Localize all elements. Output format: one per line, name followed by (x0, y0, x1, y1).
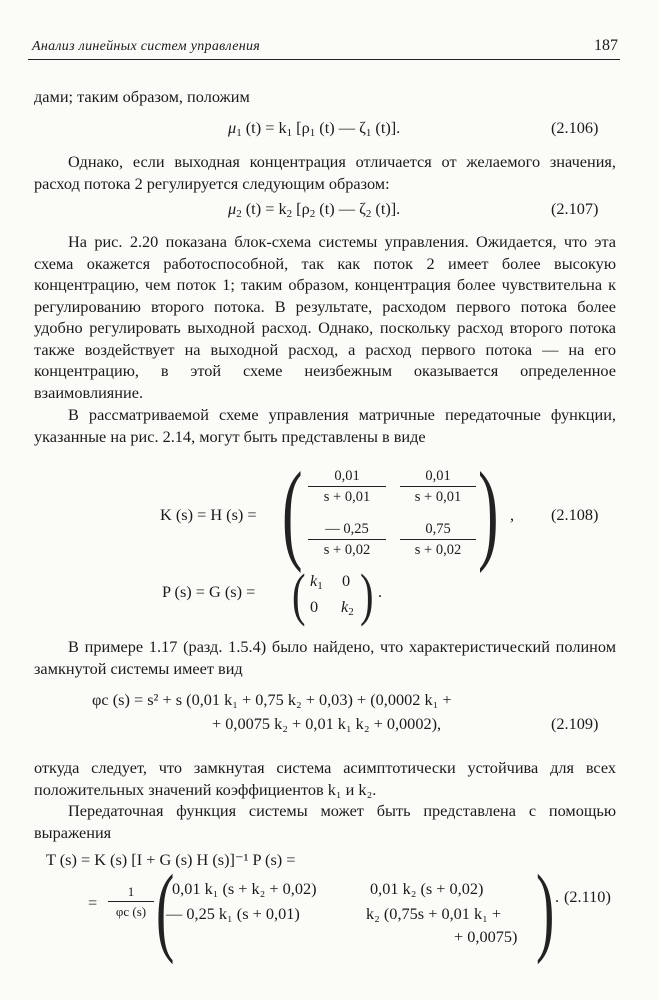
eq108-right-paren: ) (478, 450, 499, 574)
eq108-m21-den: s + 0,02 (308, 539, 386, 559)
eq110-frac (108, 884, 154, 920)
eq107-rest2: (t) — ζ (315, 199, 366, 218)
eq110-equals: = (88, 893, 98, 912)
paragraph-1: дами; таким образом, положим (34, 87, 250, 106)
eq106-mu: μ (228, 118, 237, 137)
eq110-frac-den: φc (s) (108, 901, 154, 920)
eq107-mu: μ (228, 199, 237, 218)
eq106-body: (t) = k (241, 118, 287, 137)
eq108-m21-num: — 0,25 (325, 521, 369, 537)
eq106-sub3: 1 (309, 127, 316, 139)
eq110-left-paren: ( (156, 854, 175, 965)
eq108-m11 (308, 468, 386, 506)
eq108-m22-den: s + 0,02 (400, 539, 476, 559)
running-head (28, 35, 620, 60)
eq110-c22b: + 0,0075) (454, 927, 518, 946)
equation-2-106 (228, 118, 400, 139)
paragraph-2: Однако, если выходная концентрация отличается от желаемого значения, расход потока 2 регулируется следующим образом: (34, 152, 616, 193)
equation-2-107 (228, 199, 400, 220)
eq110-c22a: k₂ (0,75s + 0,01 k₁ + (366, 904, 502, 923)
eq107-body: (t) = k (241, 199, 287, 218)
eq108-m22-num: 0,75 (425, 521, 451, 537)
eq107-sub1: 2 (236, 208, 242, 220)
eqP-a22-k: k (341, 597, 349, 616)
running-head-title: Анализ линейных систем управления (32, 39, 261, 54)
eq110-c12: 0,01 k₂ (s + 0,02) (370, 879, 484, 898)
eq106-sub4: 1 (365, 127, 372, 139)
eq108-m12-num: 0,01 (425, 468, 451, 484)
eq110-c21: — 0,25 k₁ (s + 0,01) (166, 904, 300, 923)
eq110-frac-num: 1 (127, 884, 135, 899)
equation-number-2-108: (2.108) (551, 505, 599, 524)
page-number: 187 (594, 37, 618, 54)
eq107-sub3: 2 (309, 208, 316, 220)
eq110-line1: T (s) = K (s) [I + G (s) H (s)]⁻¹ P (s) = (46, 850, 296, 869)
eq106-rest2: (t) — ζ (315, 118, 366, 137)
eqP-a21: 0 (310, 597, 319, 616)
eqP-a11-k: k (310, 571, 318, 590)
eqP-dot: . (378, 582, 383, 601)
eq106-rest3: (t)]. (371, 118, 401, 137)
paragraph-3: На рис. 2.20 показана блок-схема системы управления. Ожидается, что эта схема окажется работоспособной, так как поток 2 имеет более высокую концентрацию, чем поток 1; таким образом, концентрация более чувствительна к регулированию второго потока. В результате, расходом первого потока более удобно регулировать выходной расход. Однако, поскольку расход второго потока также воздействует на выходной расход, а расход первого потока — на его концентрацию, в этой схеме неизбежным оказывается определенное взаимовлияние. (34, 232, 616, 402)
eq108-m11-num: 0,01 (334, 468, 360, 484)
eq110-dot: . (555, 887, 560, 906)
eq108-m22 (400, 521, 476, 559)
eq108-m12 (400, 468, 476, 506)
eqP-a22-sub: 2 (348, 606, 354, 618)
eq110-c11: 0,01 k₁ (s + k₂ + 0,02) (172, 879, 317, 898)
eq107-sub4: 2 (365, 208, 372, 220)
paragraph-5: В примере 1.17 (разд. 1.5.4) было найдено, что характеристический полином замкнутой системы имеет вид (34, 637, 616, 678)
eq107-rest: [ρ (292, 199, 310, 218)
eq109-line2: + 0,0075 k₂ + 0,01 k₁ k₂ + 0,0002), (212, 714, 442, 733)
eq108-m11-den: s + 0,01 (308, 486, 386, 506)
eqP-lhs: P (s) = G (s) = (162, 582, 256, 601)
eq106-sub1: 1 (236, 127, 242, 139)
paragraph-7: Передаточная функция системы может быть представлена с помощью выражения (34, 801, 616, 842)
eq108-m21 (308, 521, 386, 559)
eqP-a11-sub: 1 (317, 580, 323, 592)
paragraph-6: откуда следует, что замкнутая система асимптотически устойчива для всех положительных значений коэффициентов k₁ и k₂. (34, 758, 616, 799)
eq109-line1: φc (s) = s² + s (0,01 k₁ + 0,75 k₂ + 0,03) + (0,0002 k₁ + (92, 690, 452, 709)
equation-number-2-109: (2.109) (551, 714, 599, 733)
eqP-a12: 0 (342, 571, 351, 590)
eq108-comma: , (510, 505, 515, 524)
paragraph-4: В рассматриваемой схеме управления матричные передаточные функции, указанные на рис. 2.14, могут быть представлены в виде (34, 405, 616, 446)
eq106-sub2: 1 (286, 127, 293, 139)
eq108-lhs: K (s) = H (s) = (160, 505, 257, 524)
eq108-m12-den: s + 0,01 (400, 486, 476, 506)
eqP-a11 (310, 571, 323, 592)
eq108-left-paren: ( (282, 450, 303, 574)
equation-number-2-106: (2.106) (551, 118, 599, 137)
equation-number-2-110: (2.110) (564, 887, 611, 906)
eq110-right-paren: ) (536, 854, 555, 965)
eq107-sub2: 2 (286, 208, 293, 220)
eq106-rest: [ρ (292, 118, 310, 137)
eqP-left-paren: ( (292, 562, 306, 627)
eq107-rest3: (t)]. (371, 199, 401, 218)
equation-number-2-107: (2.107) (551, 199, 599, 218)
eqP-a22 (341, 597, 354, 618)
eqP-right-paren: ) (360, 562, 374, 627)
